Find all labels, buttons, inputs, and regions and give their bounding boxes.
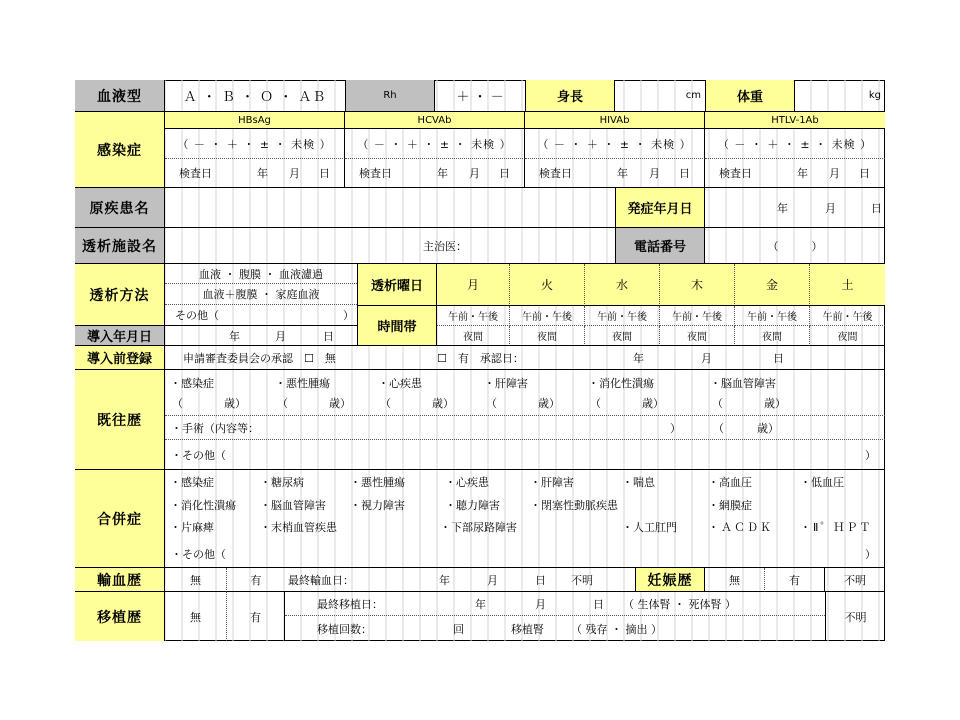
comp-row2-1[interactable]: ・脳血管障害 <box>260 499 326 512</box>
comp-row1-0[interactable]: ・感染症 <box>170 476 214 489</box>
comp-row1-6[interactable]: ・高血圧 <box>708 476 752 489</box>
intro-day: 日 <box>323 329 334 343</box>
pregnancy-unknown[interactable]: 不明 <box>825 568 885 592</box>
last-transfusion-label: 最終輸血日： <box>288 573 354 587</box>
transfusion-no[interactable]: 無 <box>165 568 227 592</box>
doctor-label: 主治医： <box>423 239 467 253</box>
transplant-no[interactable]: 無 <box>165 592 227 641</box>
onset-date-field[interactable] <box>705 188 885 228</box>
time-night-0[interactable]: 夜間 <box>437 326 510 346</box>
disease-field[interactable] <box>165 188 615 228</box>
time-night-3[interactable]: 夜間 <box>660 326 735 346</box>
intro-year: 年 <box>229 329 240 343</box>
infection-result-0[interactable]: （ － ・ ＋ ・ ± ・ 未検 ） <box>165 129 345 159</box>
comp-row1-1[interactable]: ・糖尿病 <box>260 476 304 489</box>
method-row1[interactable]: 血液 ・ 腹膜 ・ 血液濾過 <box>165 264 357 284</box>
infection-date-3[interactable] <box>705 159 885 188</box>
time-night-2[interactable]: 夜間 <box>585 326 660 346</box>
test-day: 日 <box>499 167 510 180</box>
age-close: 歳） <box>224 397 246 410</box>
test-year: 年 <box>437 167 448 180</box>
blood-type-options[interactable]: Ａ ・ Ｂ ・ Ｏ ・ ＡＢ <box>165 80 345 112</box>
method-other-open: その他（ <box>175 309 219 322</box>
comp-row2-0[interactable]: ・消化性潰瘍 <box>170 499 236 512</box>
height-label: 身長 <box>525 80 615 112</box>
surgery-label: ・手術（内容等： <box>171 421 259 435</box>
last-transplant-row[interactable] <box>285 592 825 616</box>
intro-month: 月 <box>275 329 286 343</box>
age-open: （ <box>486 397 497 410</box>
test-year: 年 <box>257 167 268 180</box>
intro-date-field[interactable] <box>165 326 357 346</box>
weight-field[interactable]: kg <box>795 80 885 112</box>
pre-registration-field[interactable] <box>165 346 885 370</box>
time-night-5[interactable]: 夜間 <box>810 326 885 346</box>
approval-day: 日 <box>773 351 784 365</box>
time-am-pm-2[interactable]: 午前・午後 <box>585 306 660 326</box>
comp-row1-5[interactable]: ・喘息 <box>622 476 655 489</box>
history-age-1[interactable] <box>275 393 375 413</box>
rh-options[interactable]: ＋ ・ － <box>435 80 525 112</box>
day-1: 火 <box>510 264 585 306</box>
weight-label: 体重 <box>705 80 795 112</box>
surgery-close: ） <box>670 421 681 435</box>
time-night-4[interactable]: 夜間 <box>735 326 810 346</box>
pre-registration-label: 導入前登録 <box>75 346 165 370</box>
age-open: （ <box>712 397 723 410</box>
age-close: 歳） <box>329 397 351 410</box>
height-field[interactable]: cm <box>615 80 705 112</box>
history-item-4[interactable]: ・消化性潰瘍 <box>588 377 654 390</box>
age-close: 歳） <box>432 397 454 410</box>
transplant-kidney-label: 移植腎 <box>511 622 544 636</box>
comp-row2-3[interactable]: ・聴力障害 <box>445 499 500 512</box>
infection-test-2: HIVAb <box>525 112 705 129</box>
transplant-year: 年 <box>475 597 486 611</box>
approval-no: 申請審査委員会の承認 ☐ 無 <box>183 351 336 365</box>
comp-row3-4[interactable]: ・ＡＣＤＫ <box>708 521 773 534</box>
rh-label: Rh <box>345 80 435 112</box>
infection-date-0[interactable] <box>165 159 345 188</box>
transfusion-month: 月 <box>487 573 498 587</box>
dialysis-days-label: 透析曜日 <box>357 264 437 306</box>
onset-day: 日 <box>871 201 882 215</box>
transplant-month: 月 <box>535 597 546 611</box>
complications-label: 合併症 <box>75 470 165 568</box>
donor-type: （ 生体腎 ・ 死体腎 ） <box>623 597 736 611</box>
transplant-kidney-status: （ 残存 ・ 摘出 ） <box>571 622 662 636</box>
test-date-label: 検査日 <box>179 167 212 180</box>
phone-label: 電話番号 <box>615 228 705 264</box>
onset-month: 月 <box>825 201 836 215</box>
intro-date-label: 導入年月日 <box>75 326 165 346</box>
test-day: 日 <box>859 167 870 180</box>
comp-row3-5[interactable]: ・Ⅱ゜ＨＰＴ <box>800 521 873 534</box>
test-month: 月 <box>649 167 660 180</box>
age-open: （ <box>277 397 288 410</box>
age-open: （ <box>380 397 391 410</box>
onset-label: 発症年月日 <box>615 188 705 228</box>
age-open: （ <box>172 397 183 410</box>
approval-year: 年 <box>633 351 644 365</box>
test-day: 日 <box>679 167 690 180</box>
method-other-close: ） <box>343 309 354 322</box>
history-other-row[interactable] <box>165 440 885 470</box>
time-slot-label: 時間帯 <box>357 306 437 346</box>
approval-month: 月 <box>701 351 712 365</box>
pregnancy-no[interactable]: 無 <box>705 568 765 592</box>
day-5: 土 <box>810 264 885 306</box>
history-age-0[interactable] <box>170 393 270 413</box>
transplant-count-label: 移植回数： <box>317 622 372 636</box>
onset-year: 年 <box>777 201 788 215</box>
transfusion-label: 輸血歴 <box>75 568 165 592</box>
test-date-label: 検査日 <box>539 167 572 180</box>
comp-row1-2[interactable]: ・悪性腫瘍 <box>350 476 405 489</box>
time-am-pm-0[interactable]: 午前・午後 <box>437 306 510 326</box>
transfusion-day: 日 <box>535 573 546 587</box>
disease-label: 原疾患名 <box>75 188 165 228</box>
infection-result-3[interactable]: （ － ・ ＋ ・ ± ・ 未検 ） <box>705 129 885 159</box>
infection-test-1: HCVAb <box>345 112 525 129</box>
day-0: 月 <box>437 264 510 306</box>
time-am-pm-3[interactable]: 午前・午後 <box>660 306 735 326</box>
infection-date-2[interactable] <box>525 159 705 188</box>
history-item-0[interactable]: ・感染症 <box>170 377 214 390</box>
infection-test-3: HTLV-1Ab <box>705 112 885 129</box>
history-other-close: ） <box>865 448 876 462</box>
test-month: 月 <box>469 167 480 180</box>
comp-row3-2[interactable]: ・下部尿路障害 <box>440 521 517 534</box>
history-age-3[interactable] <box>484 393 584 413</box>
infection-label: 感染症 <box>75 112 165 188</box>
history-item-3[interactable]: ・肝障害 <box>484 377 528 390</box>
transplant-label: 移植歴 <box>75 592 165 641</box>
day-2: 水 <box>585 264 660 306</box>
time-night-1[interactable]: 夜間 <box>510 326 585 346</box>
infection-date-1[interactable] <box>345 159 525 188</box>
transfusion-yes[interactable]: 有 <box>227 568 285 592</box>
facility-field[interactable] <box>165 228 615 264</box>
phone-field[interactable]: （ ） <box>705 228 885 264</box>
comp-other-close: ） <box>865 547 876 561</box>
approval-yes: ☐ 有 承認日： <box>437 351 524 365</box>
age-open: （ <box>590 397 601 410</box>
comp-row1-3[interactable]: ・心疾患 <box>445 476 489 489</box>
transplant-yes[interactable]: 有 <box>227 592 285 641</box>
comp-row2-4[interactable]: ・閉塞性動脈疾患 <box>530 499 618 512</box>
pregnancy-label: 妊娠歴 <box>635 568 705 592</box>
infection-result-2[interactable]: （ － ・ ＋ ・ ± ・ 未検 ） <box>525 129 705 159</box>
comp-row3-1[interactable]: ・末梢血管疾患 <box>260 521 337 534</box>
transplant-day: 日 <box>593 597 604 611</box>
infection-result-1[interactable]: （ － ・ ＋ ・ ± ・ 未検 ） <box>345 129 525 159</box>
comp-row1-4[interactable]: ・肝障害 <box>530 476 574 489</box>
time-am-pm-1[interactable]: 午前・午後 <box>510 306 585 326</box>
test-day: 日 <box>319 167 330 180</box>
history-surgery-row[interactable] <box>165 415 885 440</box>
history-age-4[interactable] <box>588 393 688 413</box>
last-transplant-label: 最終移植日： <box>317 597 383 611</box>
day-3: 木 <box>660 264 735 306</box>
comp-row2-5[interactable]: ・網膜症 <box>708 499 752 512</box>
method-row2[interactable]: 血液＋腹膜 ・ 家庭血液 <box>165 284 357 305</box>
comp-row2-2[interactable]: ・視力障害 <box>350 499 405 512</box>
facility-label: 透析施設名 <box>75 228 165 264</box>
test-date-label: 検査日 <box>719 167 752 180</box>
test-month: 月 <box>829 167 840 180</box>
history-other-label: ・その他（ <box>171 448 226 462</box>
test-date-label: 検査日 <box>359 167 392 180</box>
comp-row3-3[interactable]: ・人工肛門 <box>622 521 677 534</box>
last-transfusion-field[interactable] <box>285 568 635 592</box>
history-age-5[interactable] <box>710 393 810 413</box>
comp-row3-0[interactable]: ・片麻痺 <box>170 521 214 534</box>
time-am-pm-4[interactable]: 午前・午後 <box>735 306 810 326</box>
history-age-2[interactable] <box>378 393 478 413</box>
history-item-2[interactable]: ・心疾患 <box>378 377 422 390</box>
transfusion-unknown: 不明 <box>571 573 593 587</box>
method-row3[interactable] <box>165 305 357 326</box>
test-year: 年 <box>617 167 628 180</box>
transplant-count-unit: 回 <box>453 622 464 636</box>
surgery-age: （ 歳） <box>713 421 779 435</box>
infection-test-0: HBsAg <box>165 112 345 129</box>
comp-other-label: ・その他（ <box>171 547 226 561</box>
age-close: 歳） <box>642 397 664 410</box>
method-label: 透析方法 <box>75 264 165 326</box>
history-item-1[interactable]: ・悪性腫瘍 <box>275 377 330 390</box>
complications-other-row[interactable] <box>165 540 885 568</box>
blood-type-label: 血液型 <box>75 80 165 112</box>
transplant-unknown[interactable]: 不明 <box>825 592 885 641</box>
test-month: 月 <box>289 167 300 180</box>
comp-row1-7[interactable]: ・低血圧 <box>800 476 844 489</box>
test-year: 年 <box>797 167 808 180</box>
pregnancy-yes[interactable]: 有 <box>765 568 825 592</box>
history-item-5[interactable]: ・脳血管障害 <box>710 377 776 390</box>
transfusion-year: 年 <box>439 573 450 587</box>
age-close: 歳） <box>764 397 786 410</box>
age-close: 歳） <box>538 397 560 410</box>
day-4: 金 <box>735 264 810 306</box>
time-am-pm-5[interactable]: 午前・午後 <box>810 306 885 326</box>
history-label: 既往歴 <box>75 370 165 470</box>
transplant-count-row[interactable] <box>285 616 825 641</box>
